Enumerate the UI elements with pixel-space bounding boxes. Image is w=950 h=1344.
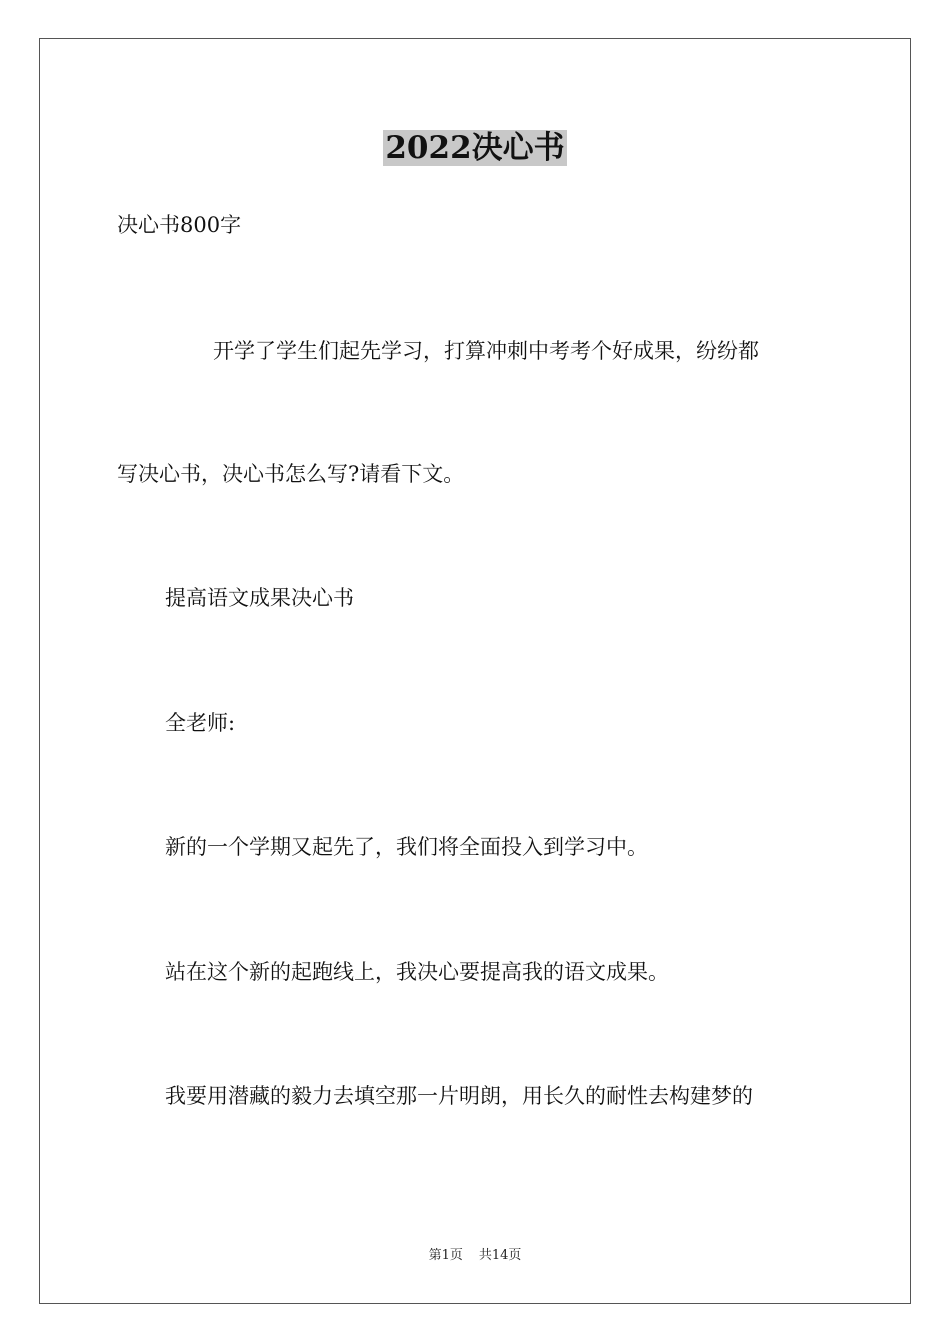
salutation: 全老师:: [165, 711, 236, 735]
document-title: [0, 128, 950, 168]
page-footer: [0, 1247, 950, 1265]
page-number: 第1页: [428, 1248, 463, 1263]
section-heading: 提高语文成果决心书: [165, 586, 354, 610]
paragraph-body-2: 站在这个新的起跑线上，我决心要提高我的语文成果。: [165, 960, 669, 984]
subtitle: 决心书800字: [117, 213, 242, 237]
paragraph-intro-line-1: 开学了学生们起先学习，打算冲刺中考考个好成果，纷纷都: [213, 339, 759, 363]
paragraph-body-3: 我要用潜藏的毅力去填空那一片明朗，用长久的耐性去构建梦的: [165, 1084, 753, 1108]
paragraph-body-1: 新的一个学期又起先了，我们将全面投入到学习中。: [165, 835, 648, 859]
title-text: 2022决心书: [385, 130, 565, 166]
paragraph-intro-line-2: 写决心书，决心书怎么写?请看下文。: [117, 462, 465, 486]
page-total: 共14页: [478, 1248, 522, 1263]
